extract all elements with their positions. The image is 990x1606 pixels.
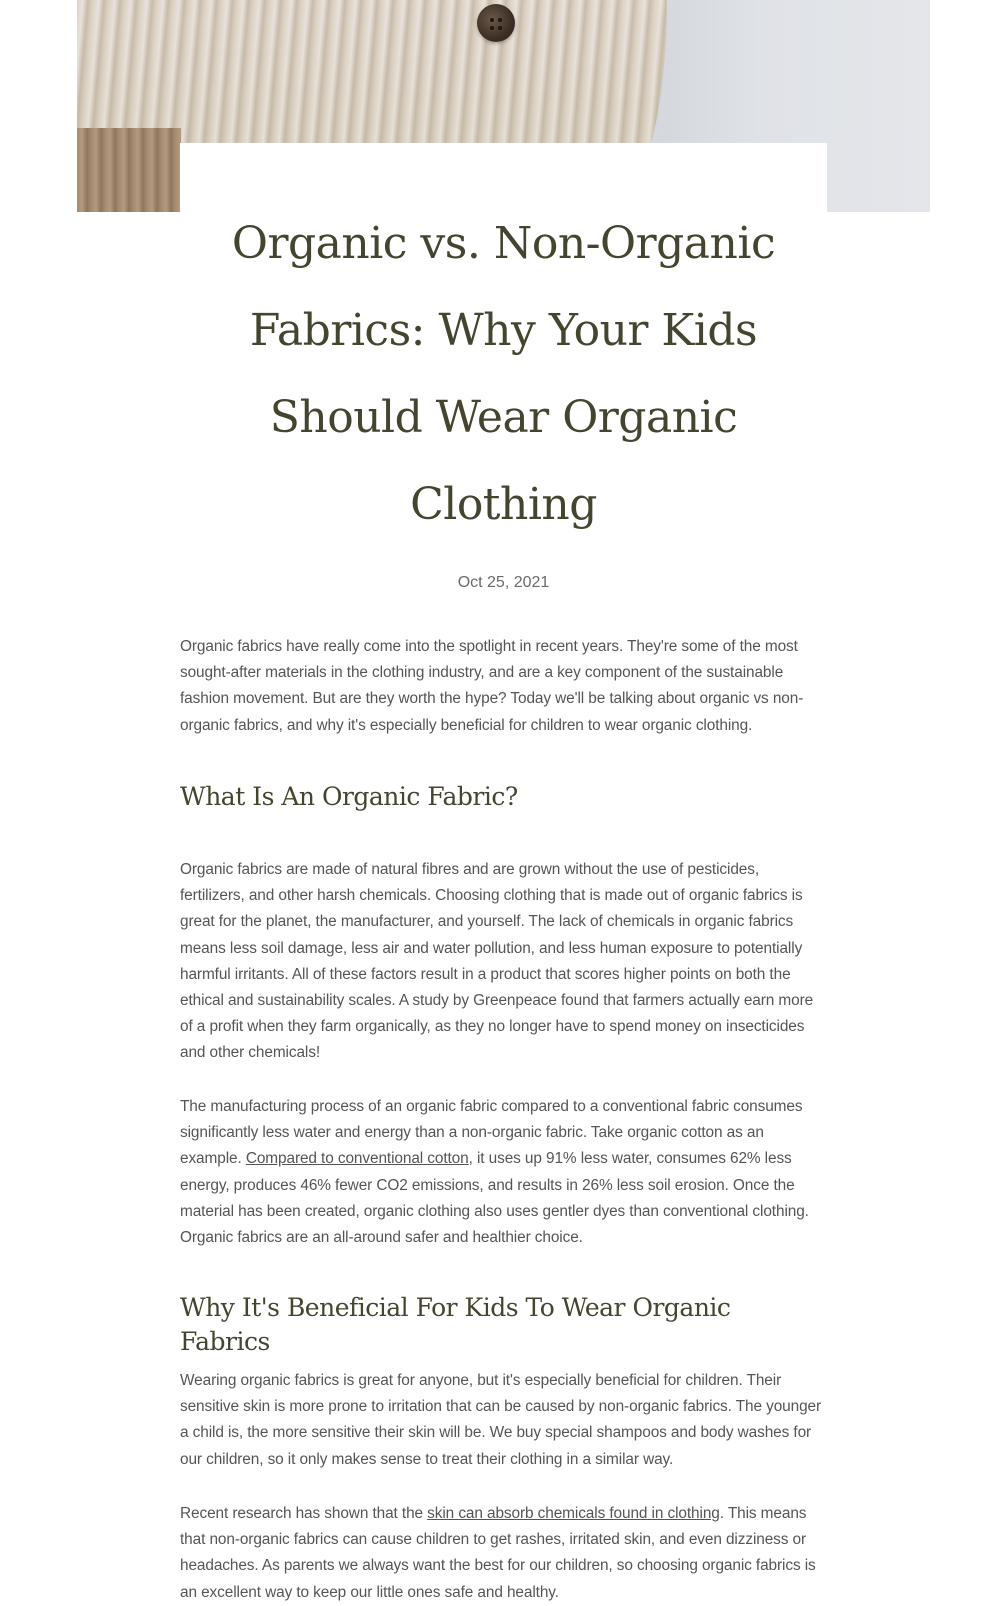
article-card: [180, 143, 827, 1602]
section2-paragraph-2: [180, 1501, 827, 1606]
article-date: Oct 25, 2021: [457, 574, 550, 591]
section1-paragraph-2: [180, 1094, 827, 1251]
section2-paragraph-1: Wearing organic fabrics is great for anyone, but it's especially beneficial for children. Their sensitive skin is more prone to irritation that can be caused by non-organic fabrics. The younger a child is, the more sensitive their skin will be. We buy special shampoos and body washes for our children, so it only makes sense to treat their clothing in a similar way.: [180, 1372, 822, 1468]
section2-p2-text-after: . This means that non-organic fabrics can cause children to get rashes, irritated skin, and even dizziness or headaches. As parents we always want the best for our children, so choosing organic fabrics is an excellent way to keep our little ones safe and healthy.: [180, 1505, 816, 1601]
section1-p2-text-before: The manufacturing process of an organic fabric compared to a conventional fabric consumes significantly less water and energy than a non-organic fabric. Take organic cotton as an example.: [180, 1098, 803, 1168]
intro-paragraph: Organic fabrics have really come into the spotlight in recent years. They're some of the most sought-after materials in the clothing industry, and are a key component of the sustainable fashion movement. But are they worth the hype? Today we'll be talking about organic vs non-organic fabrics, and why it's especially beneficial for children to wear organic clothing.: [180, 638, 804, 734]
article-title: Organic vs. Non-Organic Fabrics: Why Your Kids Should Wear Organic Clothing: [231, 218, 776, 530]
section1-paragraph-1: Organic fabrics are made of natural fibres and are grown without the use of pesticides, fertilizers, and other harsh chemicals. Choosing clothing that is made out of organic fabrics is great for the planet, the manufacturer, and yourself. The lack of chemicals in organic fabrics means less soil damage, less air and water pollution, and less human exposure to potentially harmful irritants. All of these factors result in a product that scores higher points on both the ethical and sustainability scales. A study by Greenpeace found that farmers actually earn more of a profit when they farm organically, as they no longer have to spend money on insecticides and other chemicals!: [180, 861, 814, 1062]
skin-absorb-chemicals-link[interactable]: skin can absorb chemicals found in clothing: [427, 1505, 720, 1522]
cardigan-button-top: [477, 4, 515, 42]
conventional-cotton-link[interactable]: Compared to conventional cotton: [245, 1150, 469, 1168]
section2-p2-text-before: Recent research has shown that the: [180, 1505, 428, 1522]
section-heading-why-kids: Why It's Beneficial For Kids To Wear Organic Fabrics: [180, 1293, 731, 1356]
section-heading-what-is-organic: What Is An Organic Fabric?: [180, 782, 518, 811]
section1-p2-text-after: , it uses up 91% less water, consumes 62% less energy, produces 46% fewer CO2 emissions, and results in 26% less soil erosion. Once the material has been created, organic clothing also uses gentler dyes than conventional clothing. Organic fabrics are an all-around safer and healthier choice.: [180, 1150, 809, 1247]
cardigan-cuff: [77, 128, 181, 212]
